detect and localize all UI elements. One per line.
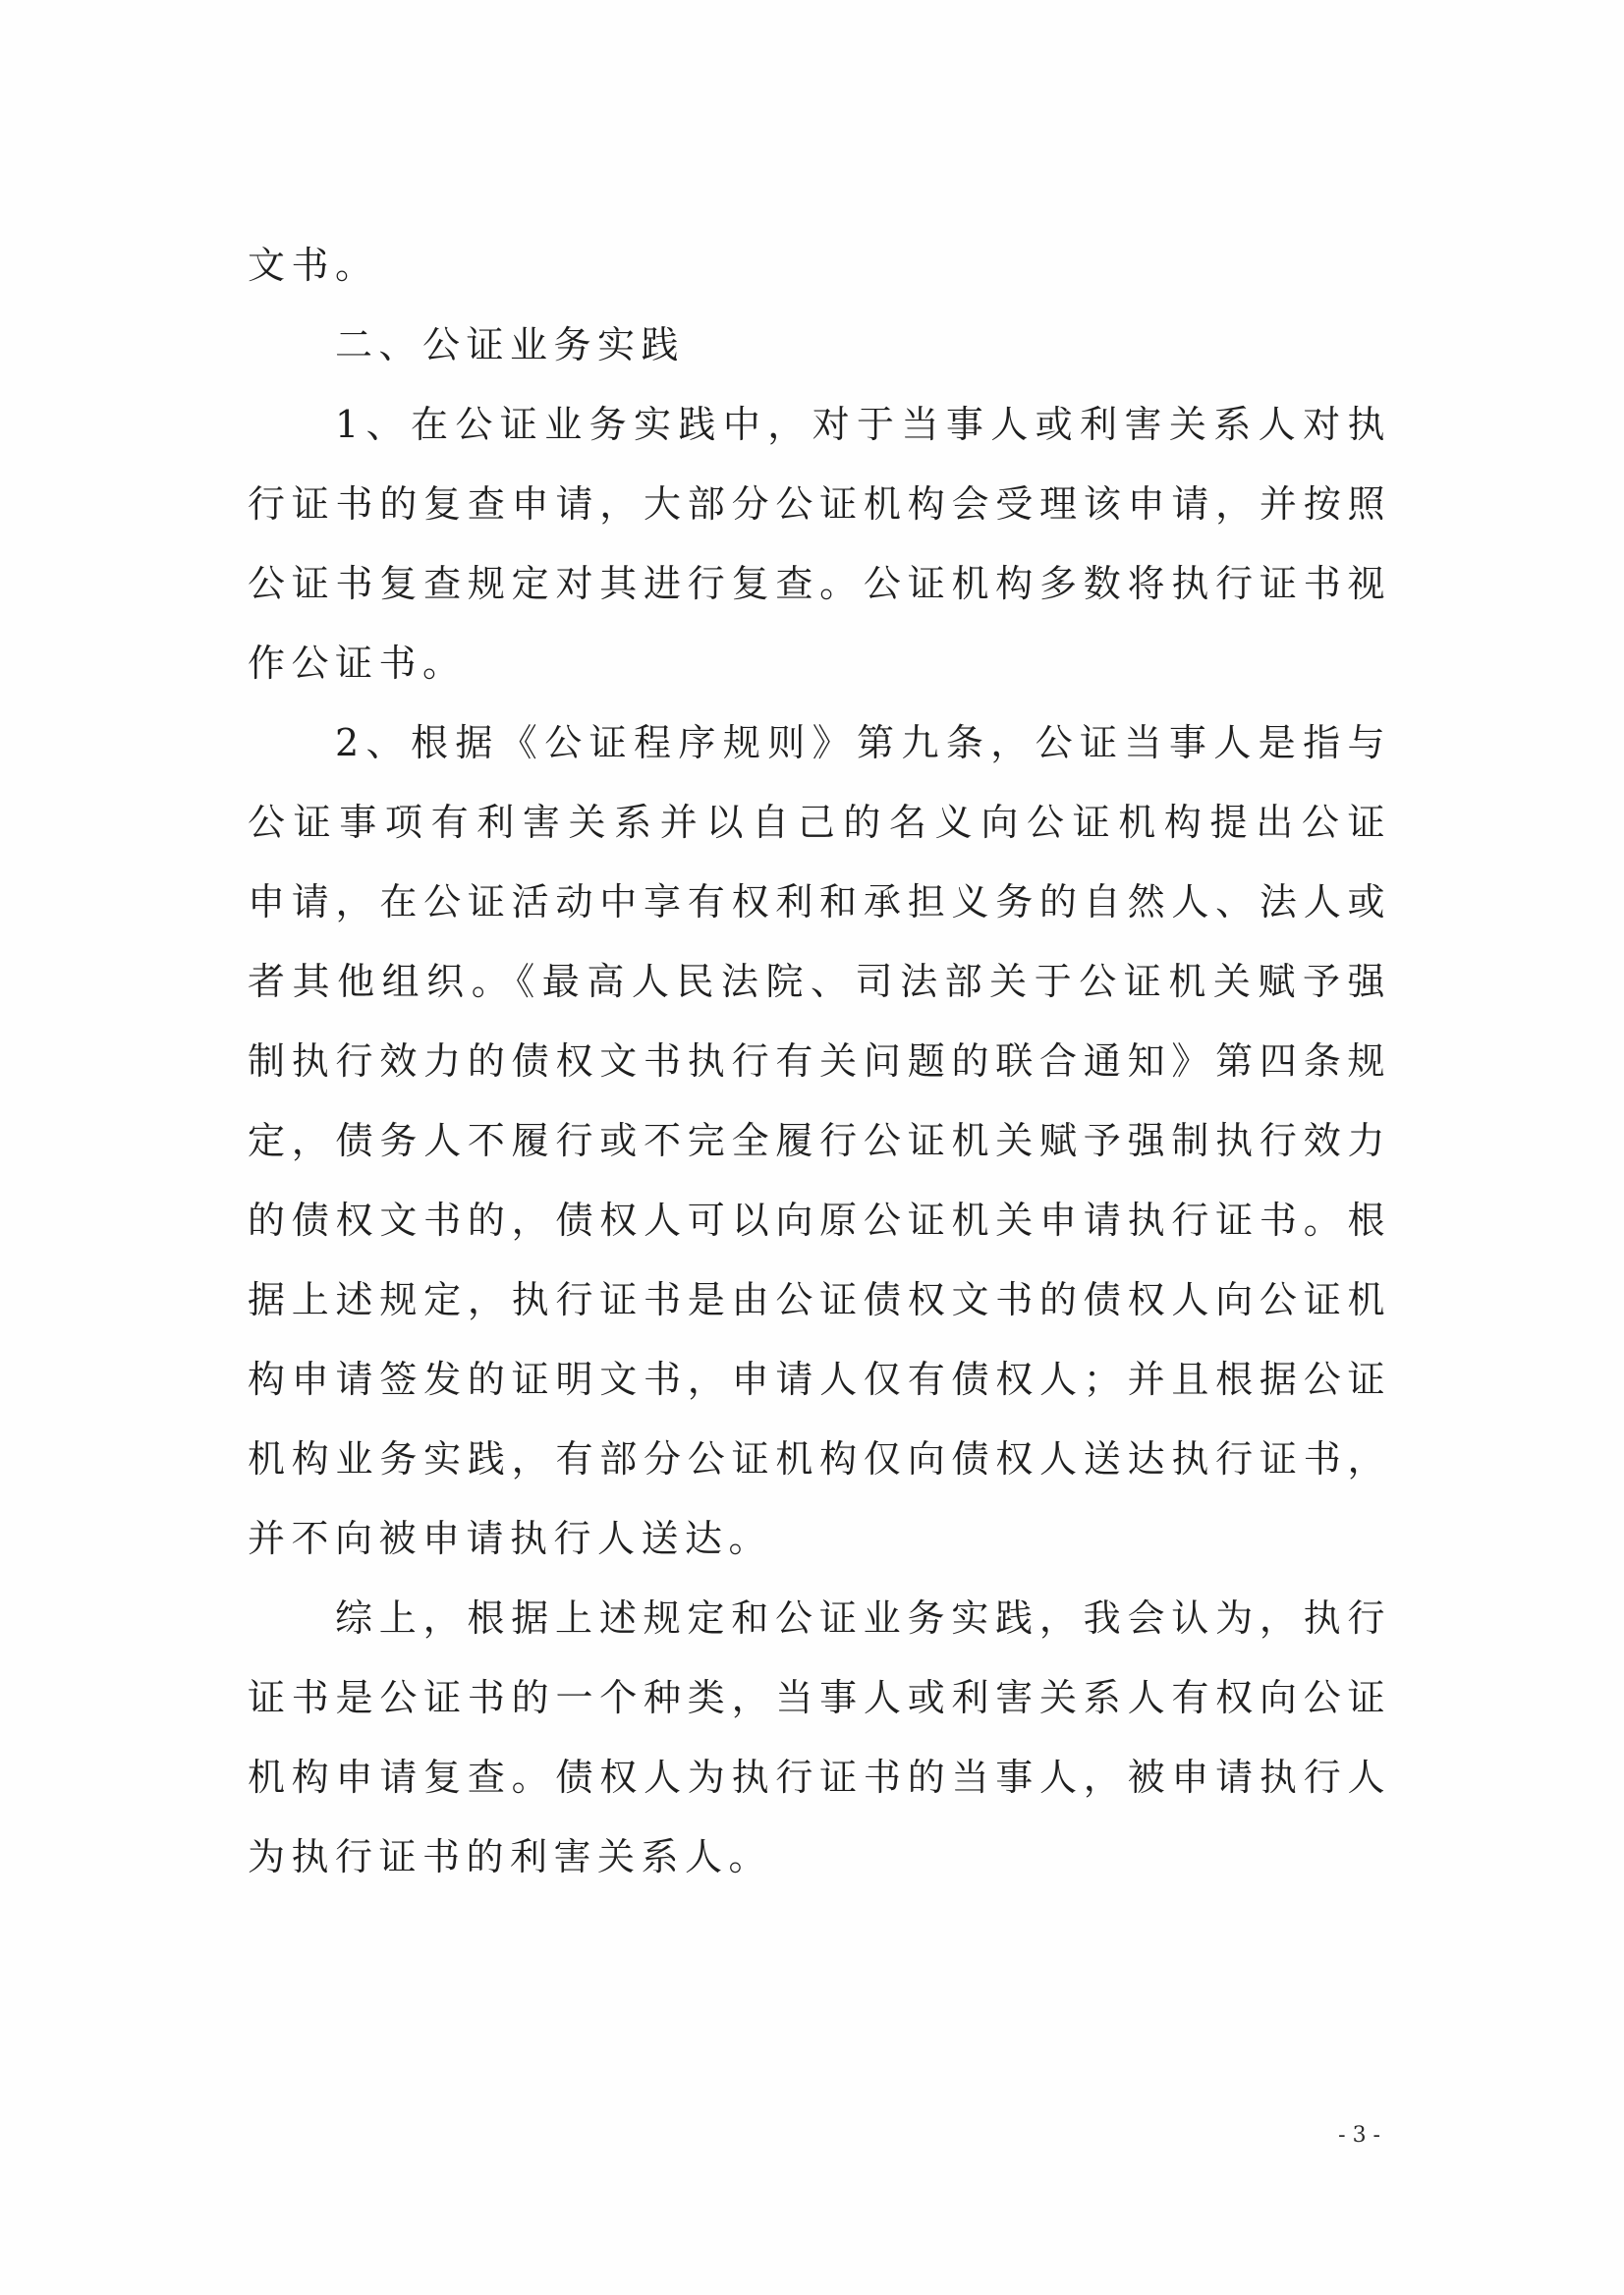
paragraph-conclusion <box>248 1579 1391 1897</box>
text-line: 的债权文书的，债权人可以向原公证机关申请执行证书。根 <box>248 1199 1391 1242</box>
text-line: 文书。 <box>248 244 379 287</box>
text-line: 公证事项有利害关系并以自己的名义向公证机构提出公证 <box>248 801 1391 844</box>
body-text <box>248 226 1391 1897</box>
text-line: 并不向被申请执行人送达。 <box>248 1517 773 1560</box>
paragraph <box>248 703 1391 1579</box>
text-line: 公证书复查规定对其进行复查。公证机构多数将执行证书视 <box>248 562 1391 605</box>
text-line: 据上述规定，执行证书是由公证债权文书的债权人向公证机 <box>248 1278 1391 1321</box>
paragraph-continuation <box>248 226 1391 306</box>
text-line: 证书是公证书的一个种类，当事人或利害关系人有权向公证 <box>248 1676 1391 1719</box>
text-line: 行证书的复查申请，大部分公证机构会受理该申请，并按照 <box>248 482 1391 526</box>
section-heading <box>248 306 1391 385</box>
text-line: 作公证书。 <box>248 642 467 685</box>
text-line: 机构申请复查。债权人为执行证书的当事人，被申请执行人 <box>248 1756 1391 1799</box>
page-number: - 3 - <box>1338 2123 1380 2148</box>
text-line: 综上，根据上述规定和公证业务实践，我会认为，执行 <box>335 1596 1391 1640</box>
text-line: 制执行效力的债权文书执行有关问题的联合通知》第四条规 <box>248 1039 1391 1083</box>
text-line: 构申请签发的证明文书，申请人仅有债权人；并且根据公证 <box>248 1358 1391 1401</box>
text-line: 者其他组织。《最高人民法院、司法部关于公证机关赋予强 <box>248 960 1391 1003</box>
text-line: 2、根据《公证程序规则》第九条，公证当事人是指与 <box>335 721 1391 764</box>
text-line: 机构业务实践，有部分公证机构仅向债权人送达执行证书， <box>248 1437 1391 1481</box>
paragraph <box>248 385 1391 703</box>
text-line: 为执行证书的利害关系人。 <box>248 1835 773 1878</box>
text-line: 定，债务人不履行或不完全履行公证机关赋予强制执行效力 <box>248 1119 1391 1162</box>
text-line: 1、在公证业务实践中，对于当事人或利害关系人对执 <box>335 403 1391 446</box>
text-line: 申请，在公证活动中享有权利和承担义务的自然人、法人或 <box>248 880 1391 924</box>
section-heading-text: 二、公证业务实践 <box>335 323 686 366</box>
